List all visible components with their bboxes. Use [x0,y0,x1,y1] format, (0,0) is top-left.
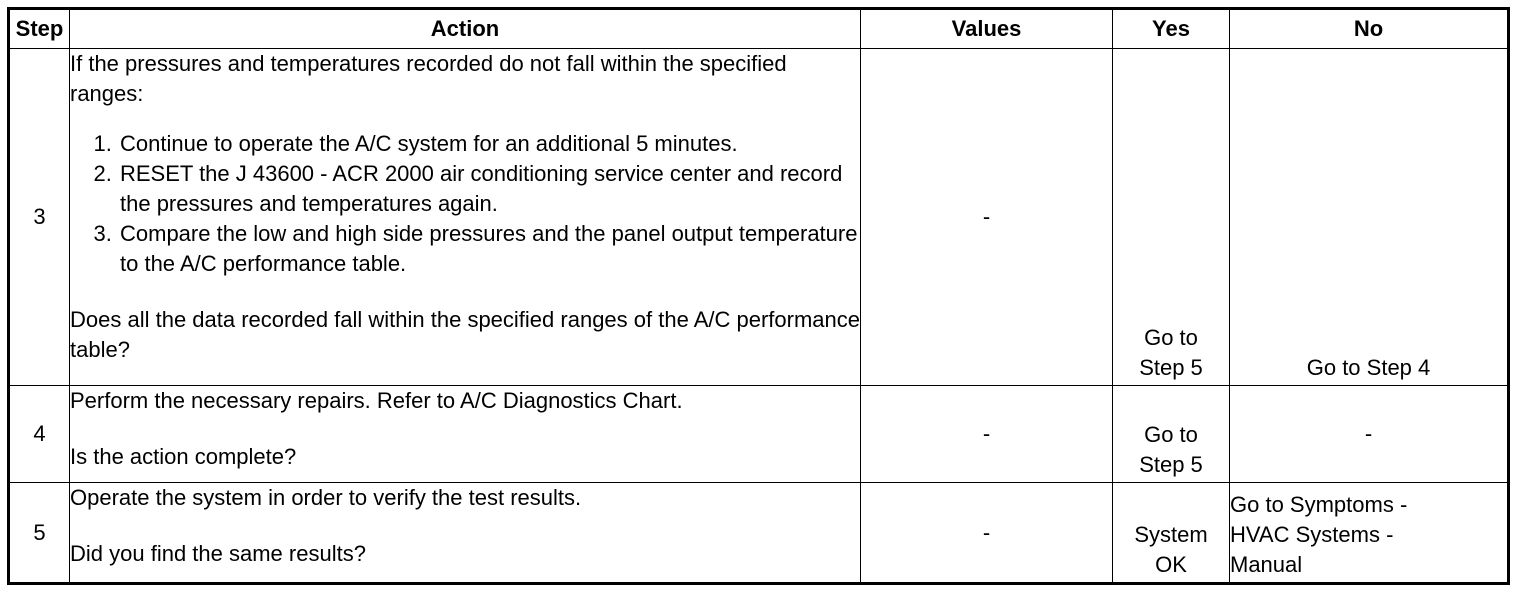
yes-cell [1113,386,1230,483]
header-action: Action [70,9,861,49]
no-cell [1230,49,1509,386]
values-cell: - [861,49,1113,386]
table-row-step-3 [9,49,1509,386]
values-cell: - [861,386,1113,483]
action-intro: Perform the necessary repairs. Refer to A/C Diagnostics Chart. [70,388,683,413]
yes-result: System OK [1134,522,1208,577]
action-question: Did you find the same results? [70,541,366,566]
action-step-item: 3. Compare the low and high side pressures and the panel output temperature to the A/C performance table. [118,219,860,279]
action-intro: Operate the system in order to verify the test results. [70,485,582,510]
header-step: Step [9,9,70,49]
header-values: Values [861,9,1113,49]
values-cell: - [861,483,1113,584]
action-cell [70,483,861,584]
header-yes: Yes [1113,9,1230,49]
action-cell [70,386,861,483]
step-number: 5 [9,483,70,584]
no-cell [1230,483,1509,584]
action-question: Does all the data recorded fall within the specified ranges of the A/C performance table? [70,307,861,362]
table-row-step-5 [9,483,1509,584]
action-step-item: 1. Continue to operate the A/C system for an additional 5 minutes. [118,129,860,159]
table-row-step-4 [9,386,1509,483]
step-number: 3 [9,49,70,386]
no-link[interactable]: Go to Step 4 [1306,355,1431,380]
yes-cell [1113,49,1230,386]
action-intro: If the pressures and temperatures recorded do not fall within the specified ranges: [70,51,787,106]
yes-link[interactable]: Go to Step 5 [1139,325,1203,380]
step-number: 4 [9,386,70,483]
yes-link[interactable]: Go to Step 5 [1139,422,1203,477]
diagnostic-table [7,7,1510,585]
action-steps-list [70,129,860,279]
table-header-row [9,9,1509,49]
no-link[interactable]: Go to Symptoms - HVAC Systems - Manual [1230,492,1408,577]
action-step-item: 2. RESET the J 43600 - ACR 2000 air conditioning service center and record the pressures and temperatures again. [118,159,860,219]
header-no: No [1230,9,1509,49]
no-cell: - [1230,386,1509,483]
action-question: Is the action complete? [70,444,297,469]
action-cell [70,49,861,386]
yes-cell [1113,483,1230,584]
